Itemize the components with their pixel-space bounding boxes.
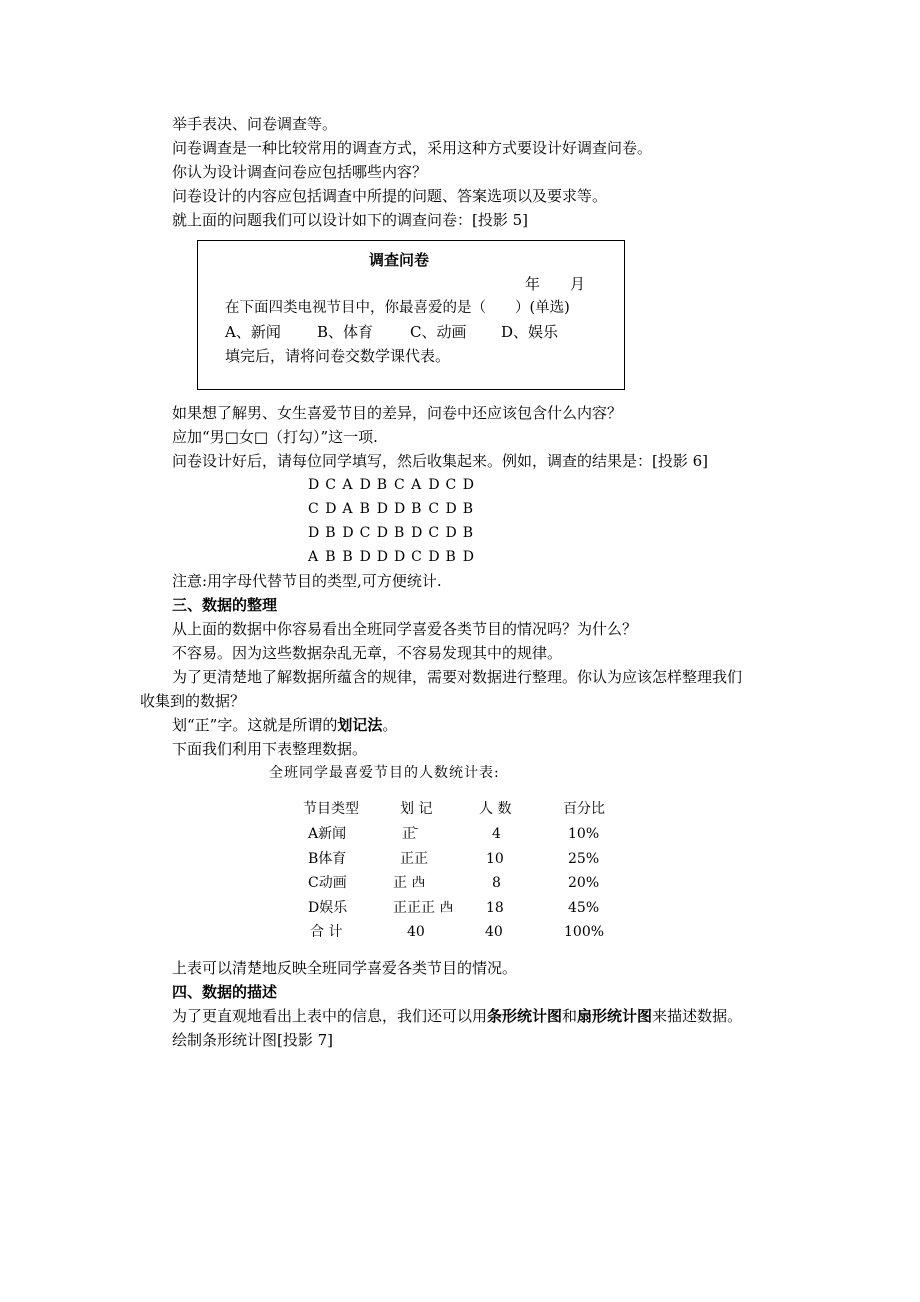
- response-letter: B: [359, 501, 370, 517]
- table-header-tally: 划 记: [400, 801, 433, 817]
- survey-instruction: 填完后，请将问卷交数学课代表。: [225, 347, 451, 365]
- response-letter: A: [308, 549, 319, 565]
- intro-line-4: 问卷设计的内容应包括调查中所提的问题、答案选项以及要求等。: [172, 187, 608, 205]
- middle-line-2: 应加“男□女□（打勾）”这一项.: [172, 428, 378, 446]
- section3-heading: 三、数据的整理: [172, 596, 278, 614]
- table-cell-type: A新闻: [308, 826, 347, 842]
- response-letter: A: [342, 477, 353, 493]
- response-row: [308, 546, 480, 568]
- response-letter: B: [342, 549, 353, 565]
- response-letter: C: [325, 477, 336, 493]
- after-table-line: 上表可以清楚地反映全班同学喜爱各类节目的情况。: [172, 959, 518, 977]
- response-letter: B: [325, 525, 336, 541]
- response-letter: B: [411, 501, 422, 517]
- table-cell-percent: 45%: [568, 899, 600, 916]
- tally-post: 。: [382, 716, 398, 734]
- response-letter: D: [462, 477, 474, 493]
- response-letter: D: [462, 549, 474, 565]
- response-letter: C: [359, 525, 371, 541]
- table-cell-tally: 正正: [400, 850, 428, 867]
- intro-line-5: 就上面的问题我们可以设计如下的调查问卷：[投影 5]: [172, 211, 529, 229]
- section4-heading: 四、数据的描述: [172, 983, 278, 1001]
- response-letter: D: [376, 525, 388, 541]
- middle-line-3: 问卷设计好后，请每位同学填写，然后收集起来。例如，调查的结果是：[投影 6]: [172, 452, 709, 470]
- table-header-count: 人 数: [479, 801, 512, 817]
- response-row: [308, 498, 480, 520]
- middle-line-1: 如果想了解男、女生喜爱节目的差异，问卷中还应该包含什么内容？: [172, 404, 623, 422]
- response-letter: D: [359, 549, 371, 565]
- table-cell-count: 4: [492, 826, 501, 842]
- response-row: [308, 474, 480, 496]
- section4-post: 来描述数据。: [652, 1007, 743, 1025]
- response-letter: A: [411, 477, 422, 493]
- response-letter: C: [445, 477, 457, 493]
- response-letter: C: [308, 501, 319, 517]
- section3-line-2: 不容易。因为这些数据杂乱无章，不容易发现其中的规律。: [172, 644, 563, 662]
- response-letter: D: [359, 477, 371, 493]
- table-cell-tally: 正̄: [402, 826, 416, 842]
- table-cell-type: B体育: [308, 850, 347, 867]
- table-cell-percent: 100%: [564, 924, 605, 940]
- table-cell-percent: 25%: [568, 850, 600, 867]
- tally-line: [172, 714, 397, 736]
- response-letter: D: [342, 525, 354, 541]
- response-letter: D: [428, 477, 440, 493]
- table-cell-percent: 10%: [568, 826, 600, 842]
- survey-date: 年 月: [525, 275, 586, 293]
- intro-line-2: 问卷调查是一种比较常用的调查方式，采用这种方式要设计好调查问卷。: [172, 139, 653, 157]
- survey-option-b: B、体育: [317, 323, 374, 341]
- table-cell-tally: 40: [407, 924, 425, 940]
- table-cell-count: 10: [486, 850, 504, 867]
- table-cell-tally: 正正正 𠁤: [393, 899, 454, 916]
- response-letter: B: [445, 549, 456, 565]
- table-caption: 全班同学最喜爱节目的人数统计表:: [269, 765, 500, 781]
- response-row: [308, 522, 480, 544]
- tally-pre: 划“正”字。这就是所谓的: [172, 716, 338, 734]
- response-letter: C: [428, 525, 440, 541]
- tally-method: 划记法: [337, 716, 383, 734]
- table-cell-count: 40: [485, 924, 503, 940]
- response-letter: D: [308, 477, 320, 493]
- bar-chart-term: 条形统计图: [487, 1007, 563, 1025]
- response-letter: D: [376, 501, 388, 517]
- table-header-percent: 百分比: [563, 801, 605, 817]
- table-intro: 下面我们利用下表整理数据。: [172, 740, 368, 758]
- table-header-type: 节目类型: [303, 801, 359, 817]
- response-letter: D: [445, 525, 457, 541]
- response-letter: B: [462, 501, 473, 517]
- response-letter: B: [376, 477, 388, 493]
- table-cell-type: D娱乐: [308, 899, 348, 916]
- response-letter: B: [325, 549, 336, 565]
- response-letter: C: [393, 477, 405, 493]
- response-letter: D: [308, 525, 320, 541]
- pie-chart-term: 扇形统计图: [577, 1007, 653, 1025]
- table-cell-count: 18: [486, 899, 504, 916]
- response-letter: C: [411, 549, 422, 565]
- response-letter: D: [393, 501, 406, 517]
- survey-question: 在下面四类电视节目中，你最喜爱的是（ ）(单选): [225, 300, 570, 316]
- intro-line-1: 举手表决、问卷调查等。: [172, 115, 338, 133]
- survey-option-c: C、动画: [410, 323, 467, 341]
- response-letter: D: [376, 549, 388, 565]
- section4-pre: 为了更直观地看出上表中的信息，我们还可以用: [172, 1007, 488, 1025]
- section4-line: [172, 1005, 742, 1027]
- table-cell-percent: 20%: [568, 875, 600, 891]
- response-letter: B: [393, 525, 405, 541]
- response-letter: D: [428, 549, 440, 565]
- table-cell-tally: 正 𠁤: [393, 875, 426, 891]
- table-cell-count: 8: [492, 875, 501, 891]
- note-line: 注意:用字母代替节目的类型,可方便统计.: [172, 572, 442, 590]
- survey-title: 调查问卷: [369, 251, 430, 269]
- survey-option-d: D、娱乐: [501, 323, 559, 341]
- table-cell-type: 合 计: [310, 924, 343, 940]
- section3-line-4: 收集到的数据？: [140, 692, 246, 710]
- response-letter: A: [342, 501, 353, 517]
- response-letter: D: [325, 501, 337, 517]
- section4-last: 绘制条形统计图[投影 7]: [172, 1031, 334, 1049]
- response-letter: B: [462, 525, 473, 541]
- response-letter: D: [393, 549, 406, 565]
- intro-line-3: 你认为设计调查问卷应包括哪些内容？: [172, 163, 428, 181]
- section3-line-1: 从上面的数据中你容易看出全班同学喜爱各类节目的情况吗？为什么？: [172, 620, 638, 638]
- response-letter: C: [428, 501, 440, 517]
- section4-and: 和: [562, 1007, 578, 1025]
- section3-line-3: 为了更清楚地了解数据所蕴含的规律，需要对数据进行整理。你认为应该怎样整理我们: [172, 668, 743, 686]
- table-cell-type: C动画: [308, 875, 347, 891]
- response-letter: D: [411, 525, 423, 541]
- survey-option-a: A、新闻: [225, 323, 281, 341]
- response-letter: D: [445, 501, 457, 517]
